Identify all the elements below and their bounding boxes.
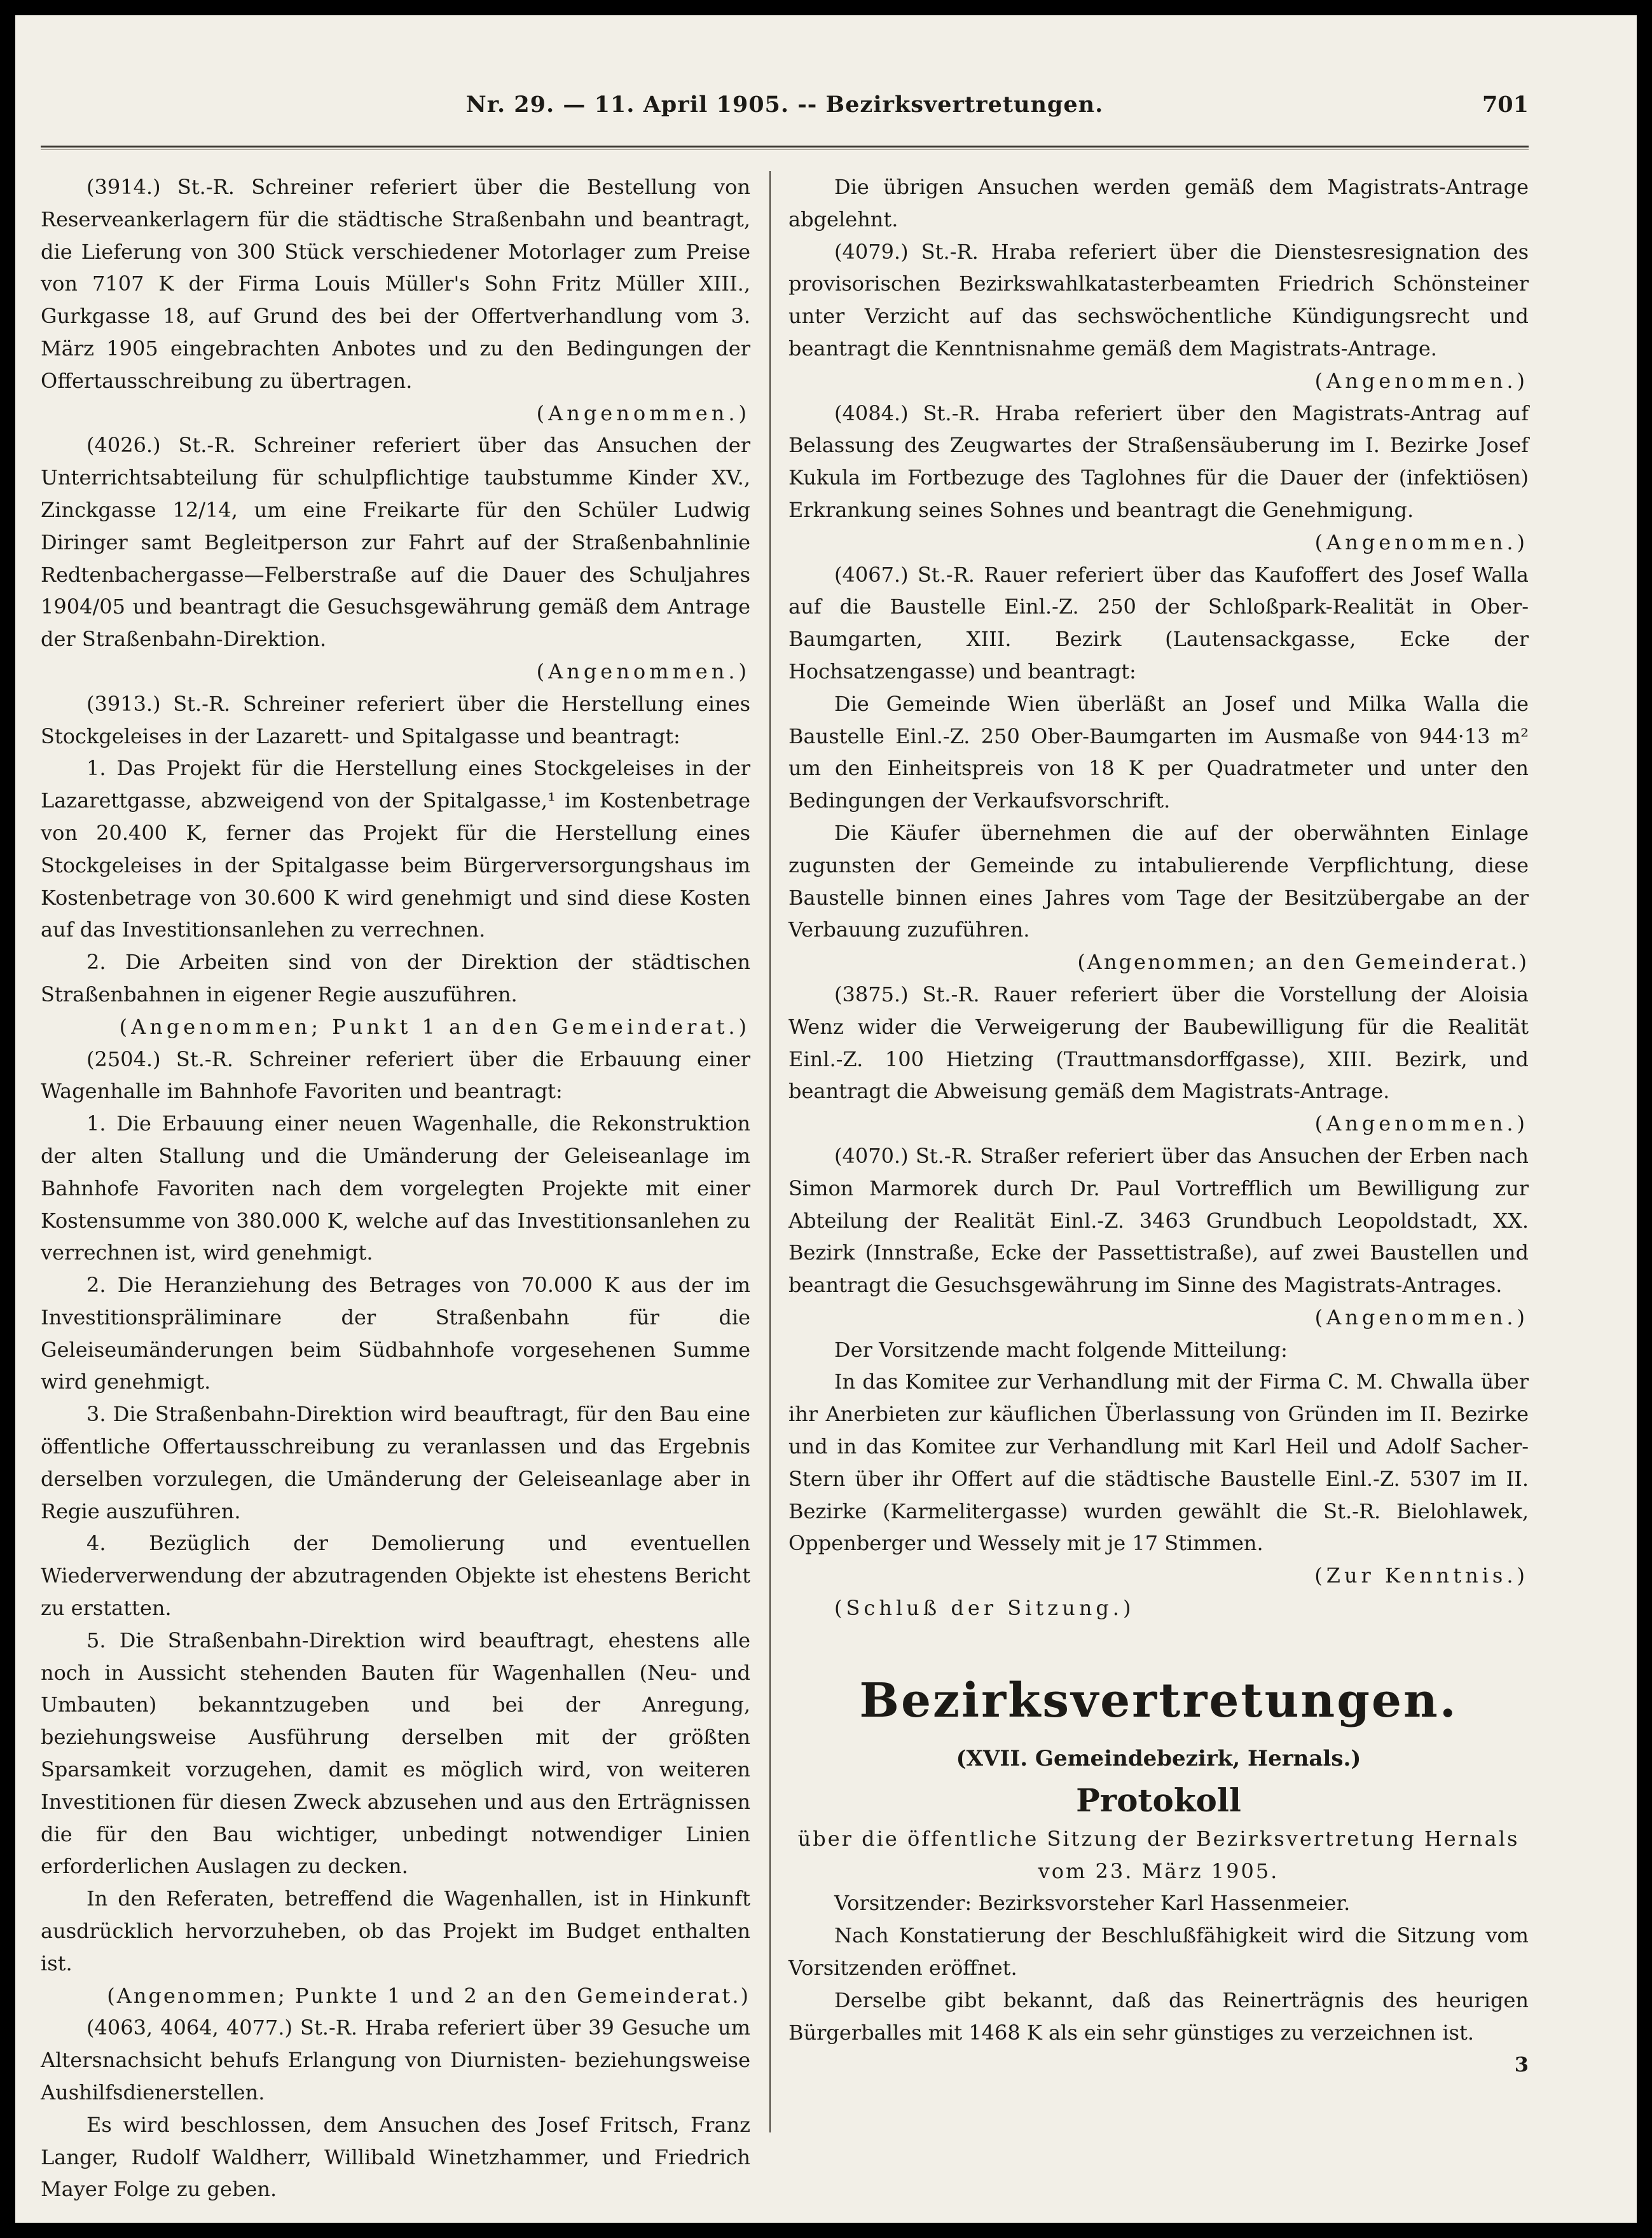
paragraph: (4084.) St.-R. Hraba referiert über den Magistrats-Antrag auf Belassung des Zeugwartes der Straßensäuberung im I. Bezirke Josef Kukula im Fortbezuge des Taglohnes für die Dauer der (infektiösen) Erkrankung seines Sohnes und beantragt die Genehmigung.: [788, 401, 1529, 522]
session-end: (Schluß der Sitzung.): [834, 1596, 1135, 1621]
list-item: 1. Das Projekt für die Herstellung eines Stockgeleises in der Lazarettgasse, abzweigend von der Spitalgasse,¹ im Kostenbetrage von 20.400 K, ferner das Projekt für die Herstellung eines Stockgeleises in der Spitalgasse beim Bürgerversorgungshaus im Kostenbetrage von 30.600 K wird genehmigt und sind diese Kosten auf das Investitionsanlehen zu verrechnen.: [41, 756, 750, 942]
status-note: (Angenommen.): [536, 401, 750, 425]
list-item: 3. Die Straßenbahn-Direktion wird beauftragt, für den Bau eine öffentliche Offertausschreibung zu veranlassen und das Ergebnis derselben vorzulegen, die Umänderung der Geleiseanlage aber in Regie auszuführen.: [41, 1402, 750, 1523]
paragraph: Der Vorsitzende macht folgende Mitteilung:: [834, 1337, 1288, 1362]
page-number: 701: [1482, 92, 1529, 118]
status-note: (Angenommen.): [1314, 368, 1529, 393]
paragraph: (3913.) St.-R. Schreiner referiert über die Herstellung eines Stockgeleises in der Lazarett- und Spitalgasse und beantragt:: [41, 691, 750, 748]
page-header: [41, 92, 1529, 130]
status-note: (Zur Kenntnis.): [1314, 1563, 1529, 1588]
chair-line: Vorsitzender: Bezirksvorsteher Karl Hassenmeier.: [834, 1891, 1351, 1916]
protokoll-text: über die öffentliche Sitzung der Bezirksvertretung Hernals vom 23. März 1905.: [797, 1826, 1520, 1883]
section-subtitle: (XVII. Gemeindebezirk, Hernals.): [956, 1745, 1361, 1771]
list-item: 2. Die Arbeiten sind von der Direktion der städtischen Straßenbahnen in eigener Regie auszuführen.: [41, 950, 750, 1006]
paragraph: Die Gemeinde Wien überläßt an Josef und Milka Walla die Baustelle Einl.-Z. 250 Ober-Baumgarten im Ausmaße von 944·13 m² um den Einheitspreis von 18 K per Quadratmeter und unter den Bedingungen der Verkaufsvorschrift.: [788, 691, 1529, 813]
status-note: (Angenommen.): [1314, 1305, 1529, 1329]
status-note: (Angenommen; Punkt 1 an den Gemeinderat.): [119, 1014, 750, 1039]
paragraph: Derselbe gibt bekannt, daß das Reinerträgnis des heurigen Bürgerballes mit 1468 K als ein sehr günstiges zu verzeichnen ist.: [788, 1987, 1529, 2045]
paragraph: (4026.) St.-R. Schreiner referiert über das Ansuchen der Unterrichtsabteilung für schulpflichtige taubstumme Kinder XV., Zinckgasse 12/14, um eine Freikarte für den Schüler Ludwig Diringer samt Begleitperson zur Fahrt auf der Straßenbahnlinie Redtenbachergasse—Felberstraße auf die Dauer des Schuljahres 1904/05 und beantragt die Gesuchsgewährung gemäß dem Antrage der Straßenbahn-Direktion.: [41, 433, 750, 652]
paragraph: (4079.) St.-R. Hraba referiert über die Dienstesresignation des provisorischen Bezirkswahlkatasterbeamten Friedrich Schönsteiner unter Verzicht auf das sechswöchentliche Kündigungsrecht und beantragt die Kenntnisnahme gemäß dem Magistrats-Antrage.: [788, 239, 1529, 360]
header-rule: [41, 146, 1529, 150]
status-note: (Angenommen; Punkte 1 und 2 an den Gemeinderat.): [107, 1983, 750, 2008]
paragraph: In den Referaten, betreffend die Wagenhallen, ist in Hinkunft ausdrücklich hervorzuheben, ob das Projekt im Budget enthalten ist.: [41, 1886, 750, 1975]
left-column: [41, 171, 750, 2206]
paragraph: Es wird beschlossen, dem Ansuchen des Josef Fritsch, Franz Langer, Rudolf Waldherr, Willibald Winetzhammer, und Friedrich Mayer Folge zu geben.: [41, 2112, 750, 2202]
paragraph: (3875.) St.-R. Rauer referiert über die Vorstellung der Aloisia Wenz wider die Verweigerung der Baubewilligung für die Realität Einl.-Z. 100 Hietzing (Trauttmansdorffgasse), XIII. Bezirk, und beantragt die Abweisung gemäß dem Magistrats-Antrage.: [788, 982, 1529, 1104]
section-title: Bezirksvertretungen.: [859, 1673, 1458, 1728]
paragraph: Nach Konstatierung der Beschlußfähigkeit wird die Sitzung vom Vorsitzenden eröffnet.: [788, 1923, 1529, 1981]
status-note: (Angenommen.): [1314, 1111, 1529, 1136]
column-divider: [769, 171, 771, 2132]
paragraph: (4070.) St.-R. Straßer referiert über das Ansuchen der Erben nach Simon Marmorek durch Dr. Paul Vortrefflich um Bewilligung zur Abteilung der Realität Einl.-Z. 3463 Grundbuch Leopoldstadt, XX. Bezirk (Innstraße, Ecke der Passettistraße), auf zwei Baustellen und beantragt die Gesuchsgewährung im Sinne des Magistrats-Antrages.: [788, 1143, 1529, 1298]
newspaper-page: [15, 15, 1637, 2223]
list-item: 2. Die Heranziehung des Betrages von 70.000 K aus der im Investitionspräliminare der Straßenbahn für die Geleiseumänderungen beim Südbahnhofe vorgesehenen Summe wird genehmigt.: [41, 1273, 750, 1394]
status-note: (Angenommen.): [536, 659, 750, 683]
list-item: 1. Die Erbauung einer neuen Wagenhalle, die Rekonstruktion der alten Stallung und die Umänderung der Geleiseanlage im Bahnhofe Favoriten nach dem vorgelegten Projekte mit einer Kostensumme von 380.000 K, welche auf das Investitionsanlehen zu verrechnen ist, wird genehmigt.: [41, 1111, 750, 1265]
paragraph: (4067.) St.-R. Rauer referiert über das Kaufoffert des Josef Walla auf die Baustelle Einl.-Z. 250 der Schloßpark-Realität in Ober-Baumgarten, XIII. Bezirk (Lautensackgasse, Ecke der Hochsatzengasse) und beantragt:: [788, 562, 1529, 683]
paragraph: Die Käufer übernehmen die auf der oberwähnten Einlage zugunsten der Gemeinde zu intabulierende Verpflichtung, diese Baustelle binnen eines Jahres vom Tage der Besitzübergabe an der Verbauung zuzuführen.: [788, 820, 1529, 942]
paragraph: (3914.) St.-R. Schreiner referiert über die Bestellung von Reserveankerlagern für die städtische Straßenbahn und beantragt, die Lieferung von 300 Stück verschiedener Motorlager zum Preise von 7107 K der Firma Louis Müller's Sohn Fritz Müller XIII., Gurkgasse 18, auf Grund des bei der Offertverhandlung vom 3. März 1905 eingebrachten Anbotes und zu den Bedingungen der Offertausschreibung zu übertragen.: [41, 175, 750, 393]
list-item: 5. Die Straßenbahn-Direktion wird beauftragt, ehestens alle noch in Aussicht stehenden Bauten für Wagenhallen (Neu- und Umbauten) bekanntzugeben und bei der Anregung, beziehungsweise Ausführung derselben mit der größten Sparsamkeit vorzugehen, damit es möglich wird, von weiteren Investitionen für diesen Zweck abzusehen und aus den Erträgnissen die für den Bau wichtiger, unbedingt notwendiger Linien erforderlichen Auslagen zu decken.: [41, 1628, 750, 1879]
issue-line: Nr. 29. — 11. April 1905. -- Bezirksvertretungen.: [465, 92, 1104, 118]
paragraph: In das Komitee zur Verhandlung mit der Firma C. M. Chwalla über ihr Anerbieten zur käuflichen Überlassung von Gründen im II. Bezirke und in das Komitee zur Verhandlung mit Karl Heil und Adolf Sacher-Stern über ihr Offert auf die städtische Baustelle Einl.-Z. 5307 im II. Bezirke (Karmelitergasse) wurden gewählt die St.-R. Bielohlawek, Oppenberger und Wessely mit je 17 Stimmen.: [788, 1370, 1529, 1556]
paragraph: (4063, 4064, 4077.) St.-R. Hraba referiert über 39 Gesuche um Altersnachsicht behufs Erlangung von Diurnisten- beziehungsweise Aushilfsdienerstellen.: [41, 2015, 750, 2105]
protokoll-heading: Protokoll: [1076, 1781, 1241, 1819]
paragraph: (2504.) St.-R. Schreiner referiert über die Erbauung einer Wagenhalle im Bahnhofe Favoriten und beantragt:: [41, 1047, 750, 1104]
status-note: (Angenommen.): [1314, 530, 1529, 554]
paragraph: Die übrigen Ansuchen werden gemäß dem Magistrats-Antrage abgelehnt.: [788, 175, 1529, 231]
right-column: [788, 171, 1529, 2081]
status-note: (Angenommen; an den Gemeinderat.): [1077, 950, 1529, 975]
footer-number: 3: [1514, 2052, 1529, 2077]
list-item: 4. Bezüglich der Demolierung und eventuellen Wiederverwendung der abzutragenden Objekte ist ehestens Bericht zu erstatten.: [41, 1531, 750, 1621]
